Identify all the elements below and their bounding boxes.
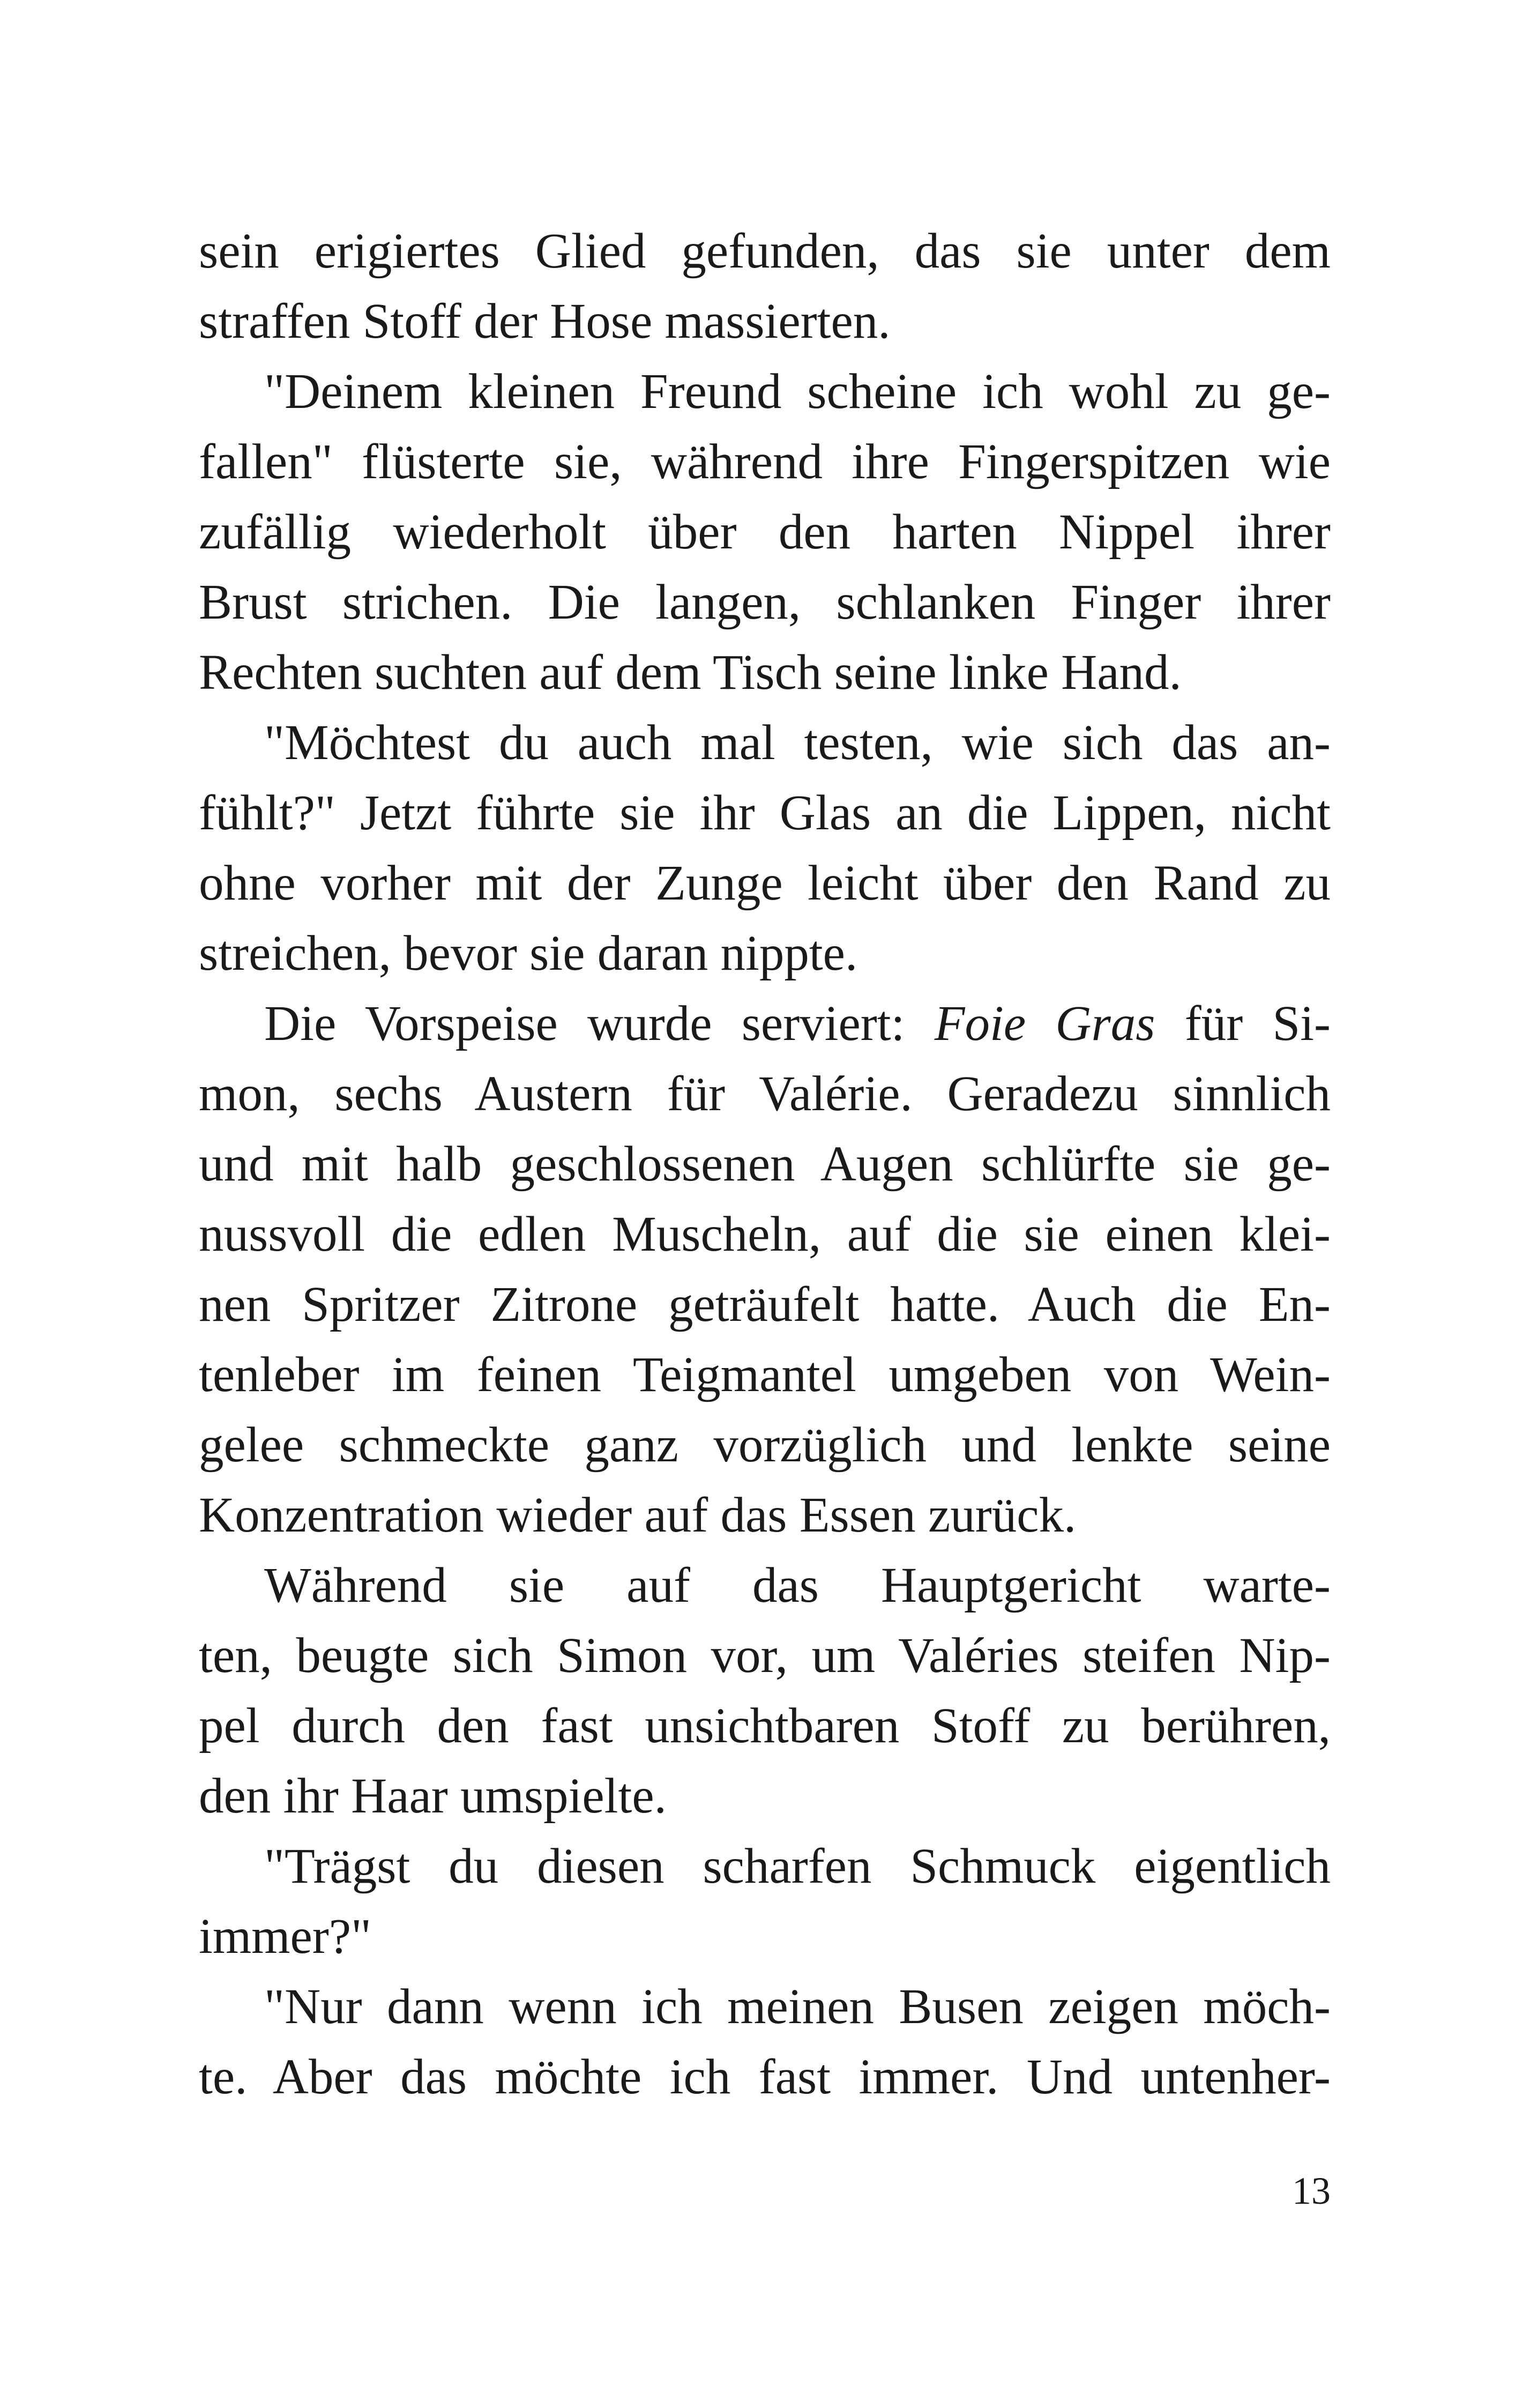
- text-line: streichen, bevor sie daran nippte.: [199, 926, 858, 981]
- text-line: Rechten suchten auf dem Tisch seine linke Hand.: [199, 645, 1182, 700]
- text-line: ten, beugte sich Simon vor, um Valéries steifen Nip-: [199, 1628, 1331, 1683]
- page-number: 13: [1292, 2169, 1331, 2212]
- text-line: nen Spritzer Zitrone geträufelt hatte. Auch die En-: [199, 1277, 1331, 1332]
- text-line: und mit halb geschlossenen Augen schlürfte sie ge-: [199, 1136, 1331, 1192]
- text-line: te. Aber das möchte ich fast immer. Und untenher-: [199, 2049, 1331, 2105]
- text-line: pel durch den fast unsichtbaren Stoff zu berühren,: [199, 1698, 1331, 1753]
- text-line: Während sie auf das Hauptgericht warte-: [264, 1558, 1331, 1613]
- text-line: nussvoll die edlen Muscheln, auf die sie einen klei-: [199, 1207, 1331, 1262]
- text-line: sein erigiertes Glied gefunden, das sie unter dem: [199, 224, 1331, 279]
- text-line: Brust strichen. Die langen, schlanken Finger ihrer: [199, 575, 1331, 630]
- text-line: "Möchtest du auch mal testen, wie sich das an-: [264, 715, 1331, 770]
- text-line: tenleber im feinen Teigmantel umgeben von Wein-: [199, 1347, 1331, 1402]
- text-line: zufällig wiederholt über den harten Nippel ihrer: [199, 504, 1331, 560]
- text-line: gelee schmeckte ganz vorzüglich und lenkte seine: [199, 1417, 1331, 1473]
- text-line: "Nur dann wenn ich meinen Busen zeigen möch-: [264, 1979, 1331, 2034]
- text-line: "Trägst du diesen scharfen Schmuck eigentlich: [264, 1839, 1331, 1894]
- text-segment: Die Vorspeise wurde serviert:: [264, 996, 935, 1051]
- text-line: straffen Stoff der Hose massierten.: [199, 294, 891, 349]
- text-line: Konzentration wieder auf das Essen zurück.: [199, 1488, 1077, 1543]
- text-line: mon, sechs Austern für Valérie. Geradezu sinnlich: [199, 1066, 1331, 1121]
- text-line: den ihr Haar umspielte.: [199, 1768, 667, 1824]
- text-line: fühlt?" Jetzt führte sie ihr Glas an die Lippen, nicht: [199, 785, 1331, 841]
- text-line: immer?": [199, 1909, 372, 1964]
- text-line: fallen" flüsterte sie, während ihre Fingerspitzen wie: [199, 434, 1331, 489]
- text-line: ohne vorher mit der Zunge leicht über den Rand zu: [199, 856, 1331, 911]
- body-text: [199, 216, 1331, 2112]
- text-segment: für Si-: [1155, 996, 1331, 1051]
- italic-dish-name: Foie Gras: [934, 996, 1155, 1051]
- text-line: [199, 989, 1331, 1059]
- text-line: "Deinem kleinen Freund scheine ich wohl zu ge-: [264, 364, 1331, 419]
